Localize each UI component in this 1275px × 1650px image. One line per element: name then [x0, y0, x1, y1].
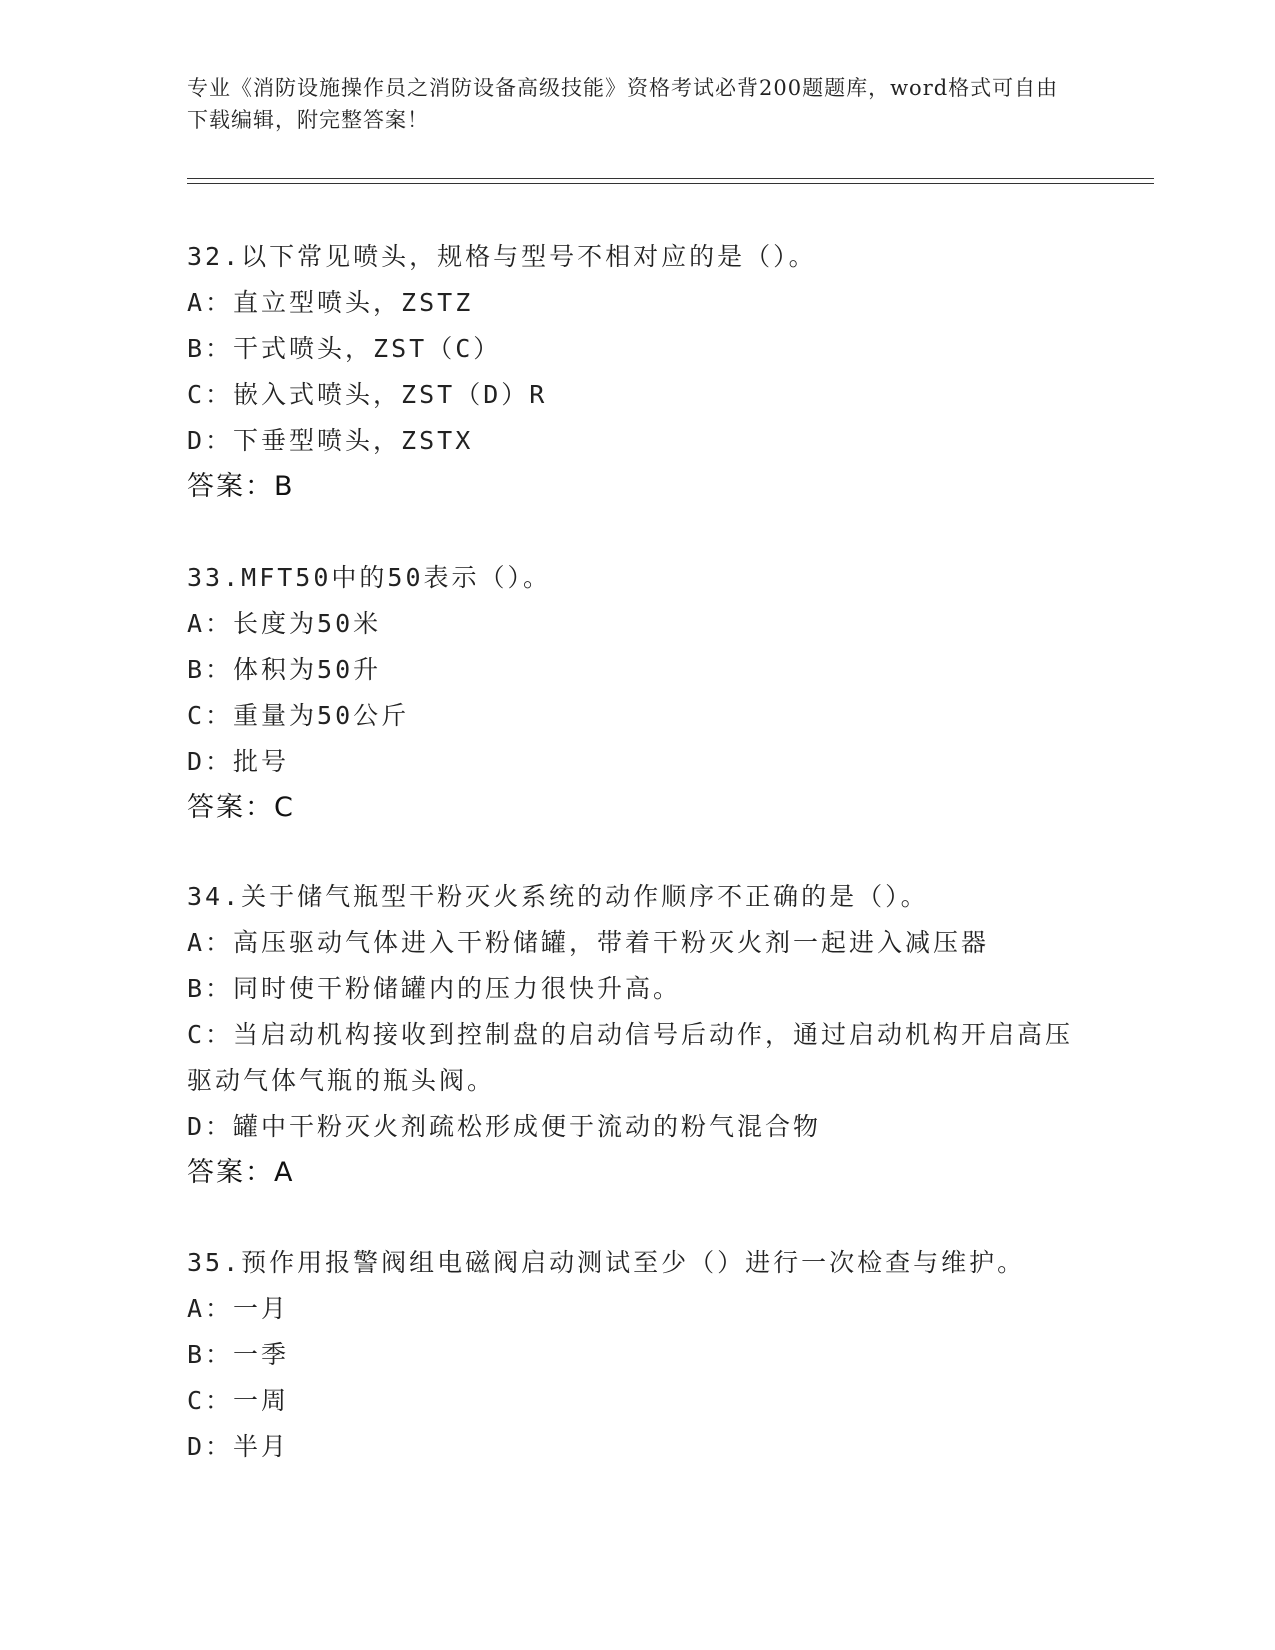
header-divider-top	[187, 178, 1154, 179]
question-title: 32.以下常见喷头，规格与型号不相对应的是（）。	[187, 242, 817, 271]
question-title: 34.关于储气瓶型干粉灭火系统的动作顺序不正确的是（）。	[187, 882, 929, 911]
option-d: D：批号	[187, 747, 290, 776]
answer: 答案：B	[187, 471, 295, 502]
option-b: B：干式喷头，ZST（C）	[187, 334, 502, 363]
option-a: A：一月	[187, 1294, 290, 1323]
answer: 答案：C	[187, 792, 295, 823]
option-a: A：高压驱动气体进入干粉储罐，带着干粉灭火剂一起进入减压器	[187, 928, 990, 957]
option-d: D：下垂型喷头，ZSTX	[187, 426, 474, 455]
header-divider-bottom	[187, 183, 1154, 184]
question-title: 35.预作用报警阀组电磁阀启动测试至少（）进行一次检查与维护。	[187, 1248, 1026, 1277]
option-a: A：长度为50米	[187, 609, 382, 638]
option-c: C：重量为50公斤	[187, 701, 410, 730]
option-b: B：同时使干粉储罐内的压力很快升高。	[187, 974, 682, 1003]
answer: 答案：A	[187, 1157, 295, 1188]
option-d: D：半月	[187, 1432, 290, 1461]
option-d: D：罐中干粉灭火剂疏松形成便于流动的粉气混合物	[187, 1112, 822, 1141]
question-title: 33.MFT50中的50表示（）。	[187, 563, 552, 592]
option-c: C：嵌入式喷头，ZST（D）R	[187, 380, 548, 409]
question-32	[187, 234, 1087, 510]
question-35	[187, 1240, 1087, 1470]
option-c: C：当启动机构接收到控制盘的启动信号后动作，通过启动机构开启高压驱动气体气瓶的瓶头阀。	[187, 1020, 1074, 1095]
option-a: A：直立型喷头，ZSTZ	[187, 288, 474, 317]
option-c: C：一周	[187, 1386, 290, 1415]
question-33	[187, 555, 1087, 831]
question-34	[187, 874, 1087, 1196]
option-b: B：一季	[187, 1340, 290, 1369]
option-b: B：体积为50升	[187, 655, 382, 684]
document-intro: 专业《消防设施操作员之消防设备高级技能》资格考试必背200题题库，word格式可自由下载编辑，附完整答案！	[187, 76, 1059, 132]
